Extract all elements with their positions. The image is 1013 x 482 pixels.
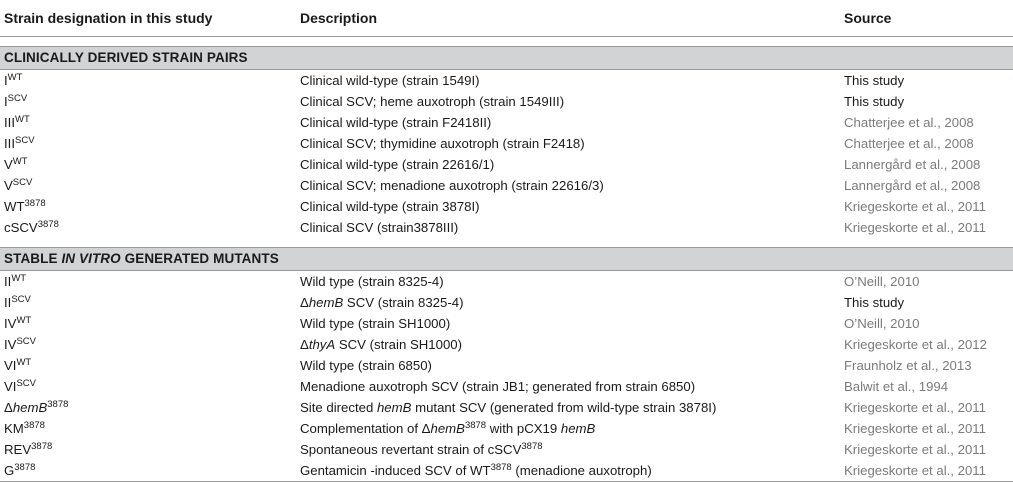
strain-name: III <box>4 136 15 151</box>
strain-superscript: WT <box>11 273 27 284</box>
description-cell <box>296 313 840 334</box>
description-segment: Δ <box>300 295 309 310</box>
description-cell <box>296 376 840 397</box>
strain-name: cSCV <box>4 220 38 235</box>
section-header-row <box>0 248 1013 271</box>
table-row <box>0 112 1013 133</box>
description-segment: 3878 <box>521 441 543 452</box>
strain-superscript: WT <box>7 72 23 83</box>
description-segment: Wild type (strain 8325-4) <box>300 274 444 289</box>
strain-superscript: SCV <box>12 177 33 188</box>
section-spacer <box>0 238 1013 248</box>
description-segment: Clinical SCV; menadione auxotroph (strain 22616/3) <box>300 178 604 193</box>
description-segment: Complementation of Δ <box>300 421 431 436</box>
source-cell: Kriegeskorte et al., 2011 <box>840 460 1013 482</box>
strain-name: I <box>4 73 8 88</box>
strain-name: V <box>4 157 13 172</box>
table-row <box>0 418 1013 439</box>
description-segment: SCV (strain SH1000) <box>335 337 462 352</box>
description-segment: hemB <box>560 421 596 436</box>
description-segment: Clinical SCV; heme auxotroph (strain 1549III) <box>300 94 565 109</box>
description-cell <box>296 418 840 439</box>
source-cell: Chatterjee et al., 2008 <box>844 136 974 151</box>
section-title-text: STABLE <box>4 251 62 266</box>
header-description: Description <box>296 0 840 37</box>
strain-superscript: WT <box>16 315 32 326</box>
strain-cell <box>0 355 296 376</box>
strain-cell <box>0 196 296 217</box>
strain-superscript: 3878 <box>23 420 45 431</box>
table-body <box>0 37 1013 482</box>
strain-cell <box>0 334 296 355</box>
description-segment: hemB <box>376 400 412 415</box>
table-row <box>0 154 1013 175</box>
description-cell <box>296 397 840 418</box>
table-row <box>0 196 1013 217</box>
source-cell: Fraunholz et al., 2013 <box>844 358 972 373</box>
table-row <box>0 460 1013 482</box>
description-segment: 3878 <box>490 462 512 473</box>
description-cell <box>296 355 840 376</box>
strain-cell <box>0 112 296 133</box>
strain-name: IV <box>4 337 17 352</box>
source-cell: Chatterjee et al., 2008 <box>844 115 974 130</box>
section-title-text-end: GENERATED MUTANTS <box>120 251 279 266</box>
strain-cell <box>0 439 296 460</box>
strain-cell <box>0 397 296 418</box>
strain-name: KM <box>4 421 24 436</box>
strain-name: II <box>4 295 12 310</box>
header-strain: Strain designation in this study <box>0 0 296 37</box>
strain-name: WT <box>4 199 25 214</box>
strain-superscript: SCV <box>16 378 37 389</box>
strain-superscript: WT <box>16 357 32 368</box>
strain-name: VI <box>4 358 17 373</box>
table-row <box>0 313 1013 334</box>
source-cell: This study <box>844 94 905 109</box>
strain-cell <box>0 376 296 397</box>
source-cell: Kriegeskorte et al., 2011 <box>844 220 986 235</box>
description-segment: Site directed <box>300 400 377 415</box>
strain-cell <box>0 292 296 313</box>
table-row <box>0 271 1013 293</box>
description-cell <box>296 334 840 355</box>
description-segment: Wild type (strain SH1000) <box>300 316 451 331</box>
strain-superscript: 3878 <box>37 219 59 230</box>
section-title <box>0 47 1013 70</box>
strain-cell <box>0 418 296 439</box>
strain-superscript: SCV <box>16 336 37 347</box>
strain-cell <box>0 91 296 112</box>
table-row <box>0 439 1013 460</box>
table-row <box>0 334 1013 355</box>
source-cell: Kriegeskorte et al., 2011 <box>844 199 986 214</box>
section-header-row <box>0 47 1013 70</box>
section-title-italic: IN VITRO <box>61 251 121 266</box>
source-cell: Lannergård et al., 2008 <box>844 178 981 193</box>
description-segment: (menadione auxotroph) <box>511 463 652 478</box>
strain-superscript: 3878 <box>47 399 69 410</box>
strain-superscript: WT <box>12 156 28 167</box>
strain-superscript: 3878 <box>24 198 46 209</box>
source-cell: Kriegeskorte et al., 2011 <box>844 421 986 436</box>
strain-cell <box>0 70 296 92</box>
description-segment: hemB <box>308 295 344 310</box>
description-cell <box>296 133 840 154</box>
table-row <box>0 70 1013 92</box>
strain-cell <box>0 154 296 175</box>
section-title-text: CLINICALLY DERIVED STRAIN PAIRS <box>4 50 248 65</box>
strain-name-italic: hemB <box>12 400 48 415</box>
description-cell <box>296 271 840 293</box>
description-segment: Clinical wild-type (strain 22616/1) <box>300 157 495 172</box>
source-cell: Kriegeskorte et al., 2012 <box>844 337 987 352</box>
table-row <box>0 217 1013 238</box>
description-segment: Spontaneous revertant strain of cSCV <box>300 442 522 457</box>
description-segment: Clinical SCV (strain3878III) <box>300 220 459 235</box>
source-cell: This study <box>844 295 905 310</box>
header-source: Source <box>840 0 1013 37</box>
strain-cell <box>0 313 296 334</box>
strain-superscript: SCV <box>11 294 31 305</box>
source-cell: Lannergård et al., 2008 <box>844 157 981 172</box>
description-segment: Clinical wild-type (strain 1549I) <box>300 73 480 88</box>
section-spacer <box>0 37 1013 47</box>
strain-name: III <box>4 115 15 130</box>
description-cell <box>296 154 840 175</box>
source-cell: This study <box>844 73 905 88</box>
description-cell <box>296 91 840 112</box>
source-cell: O’Neill, 2010 <box>844 274 920 289</box>
description-segment: 3878 <box>464 420 487 431</box>
description-cell <box>296 175 840 196</box>
description-segment: Menadione auxotroph SCV (strain JB1; generated from strain 6850) <box>300 379 696 394</box>
description-segment: thyA <box>308 337 336 352</box>
strain-superscript: SCV <box>7 93 28 104</box>
strain-name: II <box>4 274 12 289</box>
description-cell <box>296 217 840 238</box>
description-segment: SCV (strain 8325-4) <box>343 295 464 310</box>
description-segment: Clinical wild-type (strain 3878I) <box>300 199 480 214</box>
strain-name: Δ <box>4 400 13 415</box>
strain-superscript: 3878 <box>31 441 53 452</box>
description-cell <box>296 112 840 133</box>
strain-name: V <box>4 178 13 193</box>
strain-superscript: WT <box>15 114 30 125</box>
strain-superscript: 3878 <box>14 462 36 473</box>
description-segment: with pCX19 <box>486 421 561 436</box>
table-row <box>0 292 1013 313</box>
table-row <box>0 175 1013 196</box>
strain-name: REV <box>4 442 32 457</box>
table-row <box>0 376 1013 397</box>
strain-name: I <box>4 94 8 109</box>
strain-cell <box>0 271 296 293</box>
source-cell: Kriegeskorte et al., 2011 <box>844 442 986 457</box>
description-segment: mutant SCV (generated from wild-type strain 3878I) <box>411 400 717 415</box>
description-segment: Δ <box>300 337 309 352</box>
table-header-row <box>0 0 1013 37</box>
section-title <box>0 248 1013 271</box>
strain-name: IV <box>4 316 17 331</box>
strain-cell <box>0 175 296 196</box>
description-cell <box>296 460 840 482</box>
description-cell <box>296 292 840 313</box>
source-cell: O’Neill, 2010 <box>844 316 920 331</box>
description-cell <box>296 70 840 92</box>
source-cell: Kriegeskorte et al., 2011 <box>844 400 986 415</box>
strain-cell <box>0 460 296 482</box>
strain-superscript: SCV <box>15 135 35 146</box>
table-row <box>0 355 1013 376</box>
table-row <box>0 397 1013 418</box>
strain-name: G <box>4 463 15 478</box>
description-segment: Gentamicin -induced SCV of WT <box>300 463 491 478</box>
description-segment: Wild type (strain 6850) <box>300 358 432 373</box>
table-row <box>0 133 1013 154</box>
description-segment: Clinical SCV; thymidine auxotroph (strain F2418) <box>300 136 585 151</box>
strain-cell <box>0 217 296 238</box>
source-cell: Balwit et al., 1994 <box>844 379 949 394</box>
table-row <box>0 91 1013 112</box>
strain-name: VI <box>4 379 17 394</box>
description-segment: hemB <box>430 421 465 436</box>
strain-cell <box>0 133 296 154</box>
description-segment: Clinical wild-type (strain F2418II) <box>300 115 492 130</box>
description-cell <box>296 196 840 217</box>
description-cell <box>296 439 840 460</box>
